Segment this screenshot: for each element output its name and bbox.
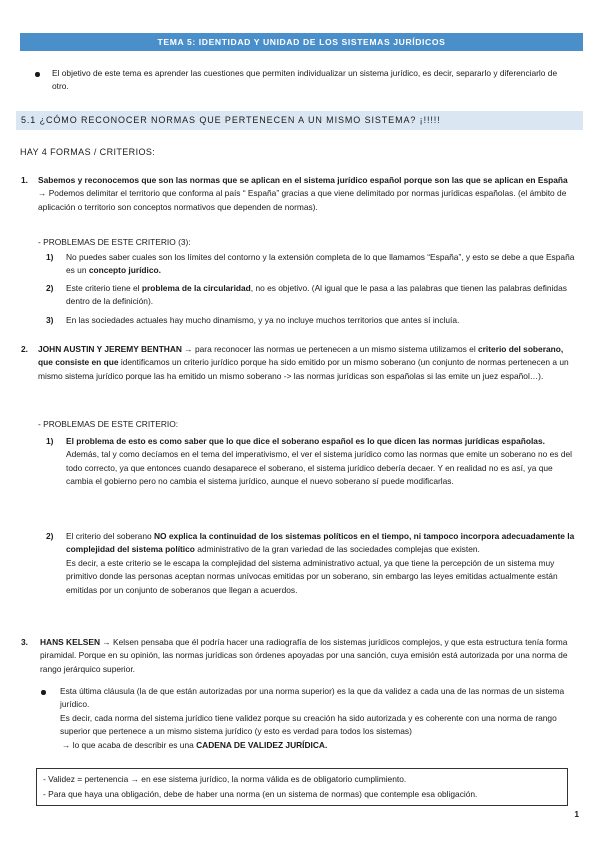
criterion-1-body: Podemos delimitar el territorio que conforma al país “ España” gracias a que viene delimitado por normas jurídicas españolas. (el ámbito de aplicación o territorio son conceptos normativos que dependen de normas). bbox=[38, 188, 567, 212]
c2-problem-1-number: 1) bbox=[46, 436, 54, 446]
c2-problem-1-bold: El problema de esto es como saber que lo que dice el soberano español es lo que dicen las normas jurídicas españolas. bbox=[66, 436, 545, 446]
criterion-3-bullet-explanation: Es decir, cada norma del sistema jurídico tiene validez porque su creación ha sido autorizada y es coherente con una norma de rango superior que pertenece a un mismo sistema jurídico (y esto es verdad para todos los sistemas) bbox=[60, 712, 557, 737]
validity-chain-line bbox=[60, 740, 327, 750]
c1-problem-1-text: No puedes saber cuales son los límites del contorno y la extensión completa de lo que llamamos “España”, y esto se debe a que España es un bbox=[66, 252, 575, 276]
c1-problem-2-rest: , no es objetivo. (Al igual que le pasa a las palabras que tienen las palabras definidas dentro de la definición). bbox=[66, 283, 567, 307]
summary-line-2: - Para que haya una obligación, debe de haber una norma (en un sistema de normas) que contemple esa obligación. bbox=[43, 788, 478, 799]
bullet-icon bbox=[35, 72, 40, 77]
criterion-1-text bbox=[38, 174, 578, 214]
c1-problem-1 bbox=[66, 251, 578, 278]
criterion-2-problems-title: - PROBLEMAS DE ESTE CRITERIO: bbox=[38, 419, 179, 429]
criterion-3-number: 3. bbox=[21, 637, 28, 647]
page-number: 1 bbox=[574, 809, 579, 819]
c1-problem-1-number: 1) bbox=[46, 252, 54, 262]
c2-problem-1 bbox=[66, 435, 578, 489]
summary-box bbox=[36, 768, 568, 806]
c1-problem-2 bbox=[66, 282, 578, 309]
intro-text: El objetivo de este tema es aprender las cuestiones que permiten individualizar un sistema jurídico, es decir, separarlo y diferenciarlo de otro. bbox=[52, 68, 558, 92]
section-heading: 5.1 ¿CÓMO RECONOCER NORMAS QUE PERTENECEN A UN MISMO SISTEMA? ¡!!!!! bbox=[16, 111, 583, 130]
c1-problem-3: En las sociedades actuales hay mucho dinamismo, y ya no incluye muchos territorios que antes sí incluía. bbox=[66, 315, 460, 325]
c2-problem-2 bbox=[66, 530, 578, 597]
criterion-1-bold: Sabemos y reconocemos que son las normas que se aplican en el sistema jurídico español porque son las que se aplican en España bbox=[38, 175, 568, 185]
c1-problem-1-bold: concepto jurídico. bbox=[88, 265, 161, 276]
c1-problem-2-number: 2) bbox=[46, 283, 54, 293]
criterion-2-authors: JOHN AUSTIN Y JEREMY BENTHAN → bbox=[38, 344, 193, 354]
criterion-1-number: 1. bbox=[21, 175, 28, 185]
criterion-2-body-b: identificamos un criterio jurídico porque ha sido emitido por un mismo soberano (un conjunto de normas pertenecen a un mismo sistema jurídico porque las ha emitido un mismo soberano -> las normas jurídicas son españolas si las emite un juez español…). bbox=[38, 357, 569, 381]
criterion-2-body-a: para reconocer las normas ue pertenecen a un mismo sistema utilizamos el bbox=[192, 344, 479, 354]
c2-problem-1-text: Además, tal y como decíamos en el tema del imperativismo, el ver el sistema jurídico como las normas que emite un soberano no es del todo correcto, ya que entonces cuando desaparece el soberano, el sistema jurídico debería decaer. Y en realidad no es así, ya que cambia el gobierno pero no cambia el sistema jurídico, aunque el nuevo soberano sí puede modificarlas. bbox=[66, 449, 572, 487]
summary-line-1: - Validez = pertenencia → en ese sistema jurídico, la norma válida es de obligatorio cumplimiento. bbox=[43, 774, 407, 784]
c2-problem-2-number: 2) bbox=[46, 531, 54, 541]
validity-chain-bold: CADENA DE VALIDEZ JURÍDICA. bbox=[196, 739, 328, 750]
criterion-2-text bbox=[38, 343, 578, 383]
c1-problem-3-number: 3) bbox=[46, 315, 54, 325]
validity-chain-prefix: → lo que acaba de describir es una bbox=[62, 739, 197, 750]
c2-problem-2-bold: NO explica la continuidad de los sistemas políticos en el tiempo, ni tampoco incorpora adecuadamente la complejidad del sistema político bbox=[66, 531, 575, 555]
c2-problem-2-rest: administrativo de la gran variedad de las sociedades complejas que existen. bbox=[194, 544, 480, 555]
c1-problem-2-text: Este criterio tiene el bbox=[66, 283, 142, 293]
criterion-3-body: → Kelsen pensaba que él podría hacer una radiografía de los sistemas jurídicos complejos, y que esta estructura tenía forma piramidal. Porque en su opinión, las normas jurídicas son órdenes apoyadas por una sanción, cuya emisión está autorizada por una norma de rango jerárquico superior. bbox=[40, 637, 568, 674]
criterion-1-problems-title: - PROBLEMAS DE ESTE CRITERIO (3): bbox=[38, 237, 191, 247]
criterion-3-text bbox=[40, 636, 578, 676]
criterion-3-author: HANS KELSEN bbox=[40, 637, 101, 647]
criterion-3-bullet-text: Esta última cláusula (la de que están autorizadas por una norma superior) es la que da validez a cada una de las normas de un sistema jurídico. bbox=[60, 686, 565, 710]
bullet-icon bbox=[41, 690, 46, 695]
c1-problem-2-bold: problema de la circularidad bbox=[141, 283, 251, 293]
topic-banner: TEMA 5: IDENTIDAD Y UNIDAD DE LOS SISTEMAS JURÍDICOS bbox=[20, 33, 583, 51]
c2-problem-2-explanation: Es decir, a este criterio se le escapa la complejidad del sistema administrativo actual, ya que tiene la percepción de un sistema muy primitivo donde las personas aceptan normas unívocas emitidas por un soberano, sin embargo las leyes emitidas actualmente están emitidas por un conjunto de soberanos que llegan a acuerdos. bbox=[66, 557, 558, 595]
criterion-3-bullet bbox=[60, 685, 576, 752]
criteria-count: HAY 4 FORMAS / CRITERIOS: bbox=[20, 147, 156, 157]
criterion-2-bold: criterio del soberano, que consiste en que bbox=[38, 344, 564, 368]
criterion-2-number: 2. bbox=[21, 344, 28, 354]
arrow-icon: → bbox=[38, 188, 49, 199]
c2-problem-2-text: El criterio del soberano bbox=[66, 531, 154, 541]
